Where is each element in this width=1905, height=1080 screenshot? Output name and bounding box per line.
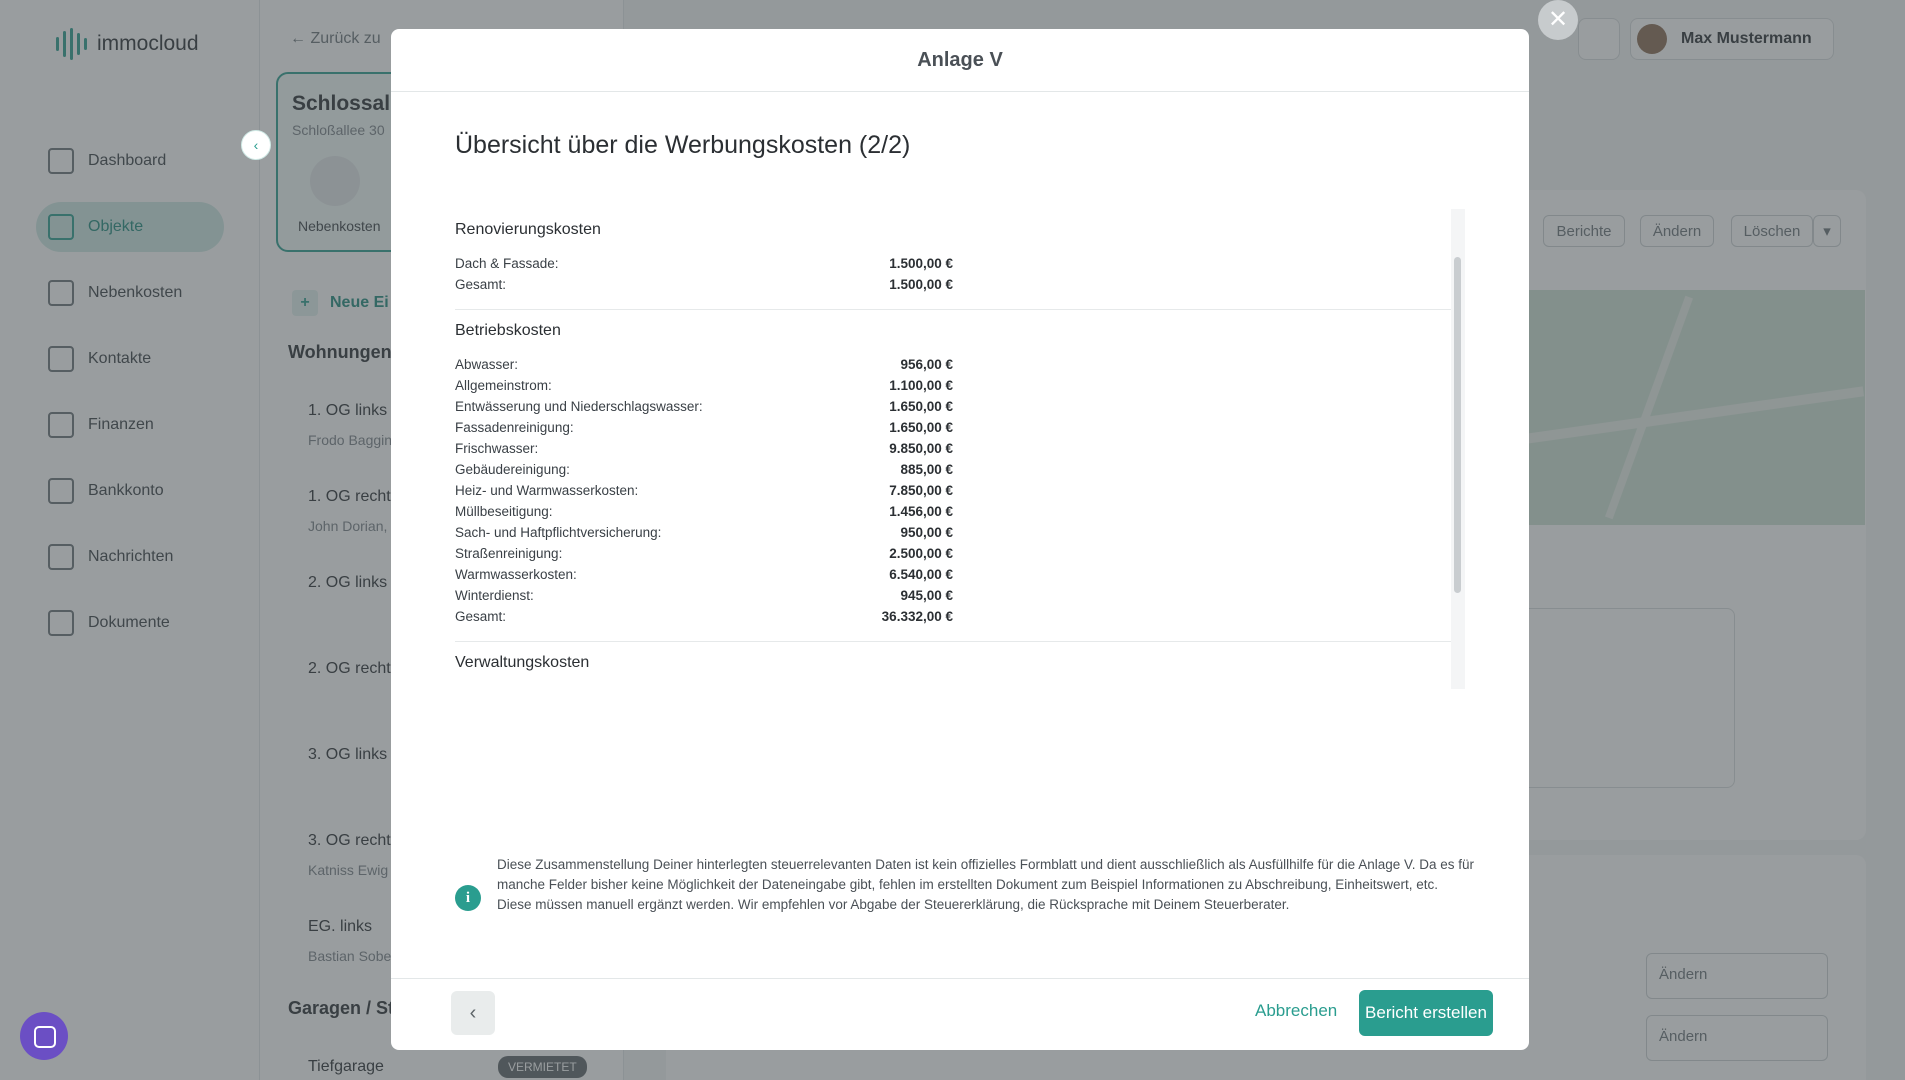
cost-value: 956,00 €	[900, 357, 953, 372]
report-row	[455, 375, 1451, 396]
cost-value: 2.500,00 €	[889, 546, 953, 561]
cost-value: 36.332,00 €	[881, 609, 953, 624]
cost-label: Sach- und Haftpflichtversicherung:	[455, 525, 662, 540]
report-row	[455, 253, 1451, 274]
report-section	[455, 310, 1451, 642]
cost-label: Dach & Fassade:	[455, 256, 559, 271]
cost-value: 1.650,00 €	[889, 420, 953, 435]
cost-label: Gebäudereinigung:	[455, 462, 570, 477]
cost-label: Straßenreinigung:	[455, 546, 563, 561]
report-section	[455, 642, 1451, 689]
report-row	[455, 396, 1451, 417]
cancel-button[interactable]: Abbrechen	[1255, 1001, 1338, 1020]
modal-footer	[391, 978, 1529, 1050]
report-modal	[391, 29, 1529, 1050]
report-preview[interactable]	[455, 209, 1457, 689]
report-row	[455, 606, 1451, 627]
cost-value: 1.100,00 €	[889, 378, 953, 393]
report-row	[455, 480, 1451, 501]
cost-value: 950,00 €	[900, 525, 953, 540]
cost-label: Warmwasserkosten:	[455, 567, 577, 582]
cost-label: Frischwasser:	[455, 441, 539, 456]
cost-label: Müllbeseitigung:	[455, 504, 553, 519]
cost-value: 1.500,00 €	[889, 256, 953, 271]
cost-label: Gesamt:	[455, 277, 507, 292]
report-row	[455, 501, 1451, 522]
report-row	[455, 274, 1451, 295]
report-section-title: Verwaltungskosten	[455, 654, 590, 671]
cost-value: 9.850,00 €	[889, 441, 953, 456]
close-icon[interactable]: ✕	[1538, 0, 1578, 40]
cost-value: 6.540,00 €	[889, 567, 953, 582]
cost-label: Winterdienst:	[455, 588, 534, 603]
cost-value: 1.456,00 €	[889, 504, 953, 519]
report-section-title: Renovierungskosten	[455, 221, 601, 238]
previous-step-button[interactable]: ‹	[451, 991, 495, 1035]
report-row	[455, 522, 1451, 543]
create-report-button[interactable]: Bericht erstellen	[1359, 990, 1493, 1036]
report-scrollbar[interactable]	[1451, 209, 1465, 689]
report-row	[455, 459, 1451, 480]
cost-label: Allgemeinstrom:	[455, 378, 552, 393]
report-row	[455, 354, 1451, 375]
report-row	[455, 564, 1451, 585]
cost-label: Gesamt:	[455, 609, 507, 624]
scrollbar-thumb[interactable]	[1454, 257, 1461, 593]
cost-label: Heiz- und Warmwasserkosten:	[455, 483, 639, 498]
modal-heading: Übersicht über die Werbungskosten (2/2)	[455, 131, 911, 159]
cost-value: 1.650,00 €	[889, 399, 953, 414]
report-row	[455, 417, 1451, 438]
cost-value: 1.500,00 €	[889, 277, 953, 292]
collapse-panel-button[interactable]: ‹	[241, 130, 271, 160]
cost-value: 945,00 €	[900, 588, 953, 603]
report-content	[455, 209, 1451, 689]
info-icon: i	[455, 885, 481, 911]
cost-label: Abwasser:	[455, 357, 519, 372]
report-section	[455, 209, 1451, 310]
report-row	[455, 438, 1451, 459]
cost-value: 885,00 €	[900, 462, 953, 477]
report-section-title: Betriebskosten	[455, 322, 561, 339]
modal-title: Anlage V	[391, 29, 1529, 92]
cost-label: Fassadenreinigung:	[455, 420, 574, 435]
info-notice	[455, 855, 1475, 915]
cost-label: Entwässerung und Niederschlagswasser:	[455, 399, 703, 414]
info-text: Diese Zusammenstellung Deiner hinterlegten steuerrelevanten Daten ist kein offizielles Formblatt und dient ausschließlich als Ausfüllhilfe für die Anlage V. Da es für manche Felder bisher keine Möglichkeit der Dateneingabe gibt, fehlen im erstellten Dokument zum Beispiel Informationen zu Abschreibung, Einheitswert, etc. Diese müssen manuell ergänzt werden. Wir empfehlen vor Abgabe der Steuererklärung, die Rücksprache mit Deinem Steuerberater.	[497, 857, 1475, 912]
report-row	[455, 585, 1451, 606]
cost-value: 7.850,00 €	[889, 483, 953, 498]
report-row	[455, 543, 1451, 564]
chat-support-icon[interactable]	[20, 1012, 68, 1060]
